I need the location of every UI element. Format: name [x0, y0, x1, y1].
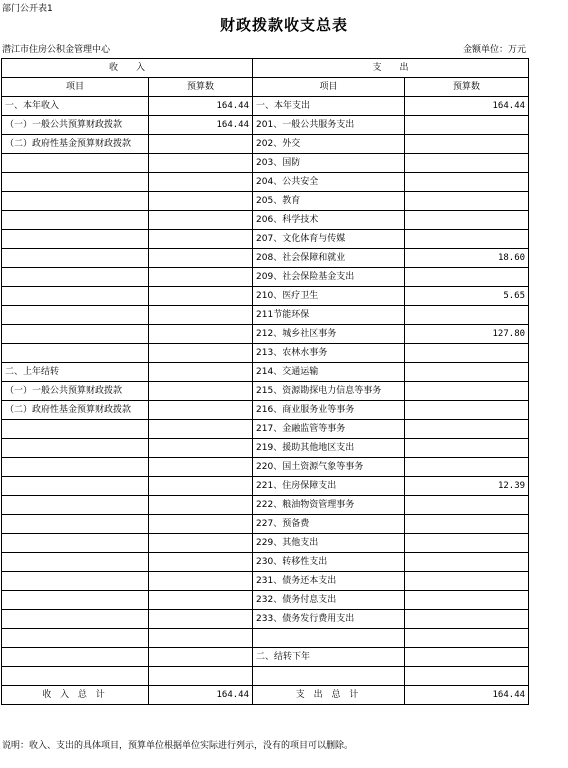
income-item-cell: 一、本年收入 [2, 97, 149, 116]
income-budget-cell [149, 629, 253, 648]
income-budget-cell [149, 268, 253, 287]
income-budget-cell [149, 363, 253, 382]
income-budget-cell [149, 534, 253, 553]
income-budget-cell [149, 306, 253, 325]
table-row [2, 97, 529, 116]
expense-item-cell: 233、债务发行费用支出 [253, 610, 405, 629]
expense-budget-cell [405, 401, 529, 420]
expense-item-cell [253, 667, 405, 686]
expense-item-cell: 215、资源勘探电力信息等事务 [253, 382, 405, 401]
expense-budget-cell [405, 211, 529, 230]
income-budget-cell [149, 458, 253, 477]
expense-budget-cell [405, 154, 529, 173]
expense-item-cell: 一、本年支出 [253, 97, 405, 116]
table-row [2, 173, 529, 192]
income-item-cell: （一）一般公共预算财政拨款 [2, 382, 149, 401]
table-row [2, 553, 529, 572]
income-budget-cell [149, 401, 253, 420]
table-row [2, 572, 529, 591]
expense-budget-cell [405, 306, 529, 325]
expense-header: 支 出 [253, 59, 529, 78]
expense-item-cell: 203、国防 [253, 154, 405, 173]
table-row [2, 306, 529, 325]
table-row [2, 534, 529, 553]
income-header: 收 入 [2, 59, 253, 78]
expense-item-cell: 二、结转下年 [253, 648, 405, 667]
income-budget-cell [149, 477, 253, 496]
table-row [2, 287, 529, 306]
footnote: 说明：收入、支出的具体项目，预算单位根据单位实际进行列示，没有的项目可以删除。 [2, 741, 354, 751]
income-budget-cell [149, 667, 253, 686]
expense-item-cell: 222、粮油物资管理事务 [253, 496, 405, 515]
expense-budget-cell [405, 173, 529, 192]
table-row [2, 667, 529, 686]
income-item-cell [2, 268, 149, 287]
income-budget-cell [149, 572, 253, 591]
expense-item-cell: 231、债务还本支出 [253, 572, 405, 591]
form-number: 部门公开表1 [2, 4, 53, 14]
total-income-label: 收 入 总 计 [2, 686, 149, 705]
amount-unit: 金额单位：万元 [462, 45, 526, 55]
table-row [2, 344, 529, 363]
income-budget-cell [149, 648, 253, 667]
expense-item-cell: 212、城乡社区事务 [253, 325, 405, 344]
income-budget-header: 预算数 [149, 78, 253, 97]
income-item-cell: （一）一般公共预算财政拨款 [2, 116, 149, 135]
total-expense-label: 支 出 总 计 [253, 686, 405, 705]
expense-budget-cell [405, 591, 529, 610]
income-budget-cell [149, 211, 253, 230]
expense-budget-cell [405, 610, 529, 629]
expense-budget-header: 预算数 [405, 78, 529, 97]
expense-item-header: 项目 [253, 78, 405, 97]
income-budget-cell [149, 154, 253, 173]
income-item-cell [2, 154, 149, 173]
table-row [2, 648, 529, 667]
income-budget-cell [149, 287, 253, 306]
expense-item-cell: 219、援助其他地区支出 [253, 439, 405, 458]
income-item-cell [2, 249, 149, 268]
income-budget-cell [149, 192, 253, 211]
income-budget-cell: 164.44 [149, 97, 253, 116]
expense-budget-cell [405, 534, 529, 553]
expense-budget-cell [405, 439, 529, 458]
expense-budget-cell [405, 458, 529, 477]
income-item-cell [2, 610, 149, 629]
income-budget-cell [149, 591, 253, 610]
income-item-cell [2, 192, 149, 211]
expense-budget-cell [405, 553, 529, 572]
income-item-cell [2, 591, 149, 610]
table-row [2, 610, 529, 629]
expense-item-cell: 230、转移性支出 [253, 553, 405, 572]
expense-budget-cell [405, 230, 529, 249]
income-budget-cell [149, 496, 253, 515]
expense-budget-cell [405, 116, 529, 135]
expense-budget-cell [405, 344, 529, 363]
table-row [2, 439, 529, 458]
income-item-cell: （二）政府性基金预算财政拨款 [2, 401, 149, 420]
expense-budget-cell [405, 135, 529, 154]
expense-item-cell: 213、农林水事务 [253, 344, 405, 363]
income-item-cell [2, 477, 149, 496]
expense-budget-cell [405, 667, 529, 686]
income-item-cell [2, 534, 149, 553]
income-item-cell [2, 553, 149, 572]
income-item-cell: 二、上年结转 [2, 363, 149, 382]
expense-budget-cell: 164.44 [405, 97, 529, 116]
expense-budget-cell [405, 515, 529, 534]
income-item-cell [2, 572, 149, 591]
income-budget-cell [149, 173, 253, 192]
table-row [2, 268, 529, 287]
expense-budget-cell [405, 648, 529, 667]
table-row [2, 230, 529, 249]
income-item-cell [2, 420, 149, 439]
table-row [2, 249, 529, 268]
expense-item-cell: 229、其他支出 [253, 534, 405, 553]
table-row [2, 192, 529, 211]
table-row [2, 401, 529, 420]
table-row [2, 211, 529, 230]
expense-item-cell [253, 629, 405, 648]
income-budget-cell [149, 515, 253, 534]
expense-item-cell: 209、社会保险基金支出 [253, 268, 405, 287]
income-item-cell [2, 667, 149, 686]
expense-budget-cell [405, 420, 529, 439]
income-item-cell [2, 458, 149, 477]
table-row [2, 458, 529, 477]
expense-item-cell: 221、住房保障支出 [253, 477, 405, 496]
expense-budget-cell: 127.80 [405, 325, 529, 344]
table-row [2, 116, 529, 135]
income-item-cell [2, 629, 149, 648]
income-budget-cell [149, 249, 253, 268]
expense-item-cell: 202、外交 [253, 135, 405, 154]
section-header-row [2, 59, 529, 78]
total-income-value: 164.44 [149, 686, 253, 705]
expense-budget-cell [405, 382, 529, 401]
income-budget-cell [149, 553, 253, 572]
income-budget-cell [149, 439, 253, 458]
table-row [2, 515, 529, 534]
income-item-cell [2, 515, 149, 534]
income-item-cell [2, 325, 149, 344]
expense-item-cell: 214、交通运输 [253, 363, 405, 382]
income-budget-cell [149, 135, 253, 154]
income-budget-cell [149, 610, 253, 629]
expense-item-cell: 204、公共安全 [253, 173, 405, 192]
expense-item-cell: 232、债务付息支出 [253, 591, 405, 610]
expense-item-cell: 201、一般公共服务支出 [253, 116, 405, 135]
expense-item-cell: 205、教育 [253, 192, 405, 211]
expense-item-cell: 217、金融监管等事务 [253, 420, 405, 439]
table-row [2, 363, 529, 382]
income-item-cell [2, 344, 149, 363]
total-expense-value: 164.44 [405, 686, 529, 705]
expense-budget-cell [405, 363, 529, 382]
expense-item-cell: 211节能环保 [253, 306, 405, 325]
table-row [2, 629, 529, 648]
total-row [2, 686, 529, 705]
expense-budget-cell [405, 192, 529, 211]
income-item-cell: （二）政府性基金预算财政拨款 [2, 135, 149, 154]
table-row [2, 154, 529, 173]
income-item-cell [2, 306, 149, 325]
expense-budget-cell [405, 629, 529, 648]
income-item-cell [2, 439, 149, 458]
expense-item-cell: 207、文化体育与传媒 [253, 230, 405, 249]
table-row [2, 135, 529, 154]
expense-item-cell: 208、社会保障和就业 [253, 249, 405, 268]
expense-budget-cell [405, 572, 529, 591]
table-row [2, 591, 529, 610]
expense-item-cell: 227、预备费 [253, 515, 405, 534]
income-budget-cell [149, 420, 253, 439]
expense-budget-cell: 5.65 [405, 287, 529, 306]
income-item-cell [2, 648, 149, 667]
income-budget-cell [149, 325, 253, 344]
income-item-cell [2, 211, 149, 230]
income-item-cell [2, 496, 149, 515]
expense-budget-cell: 18.60 [405, 249, 529, 268]
expense-item-cell: 220、国土资源气象等事务 [253, 458, 405, 477]
table-row [2, 325, 529, 344]
income-item-cell [2, 230, 149, 249]
expense-item-cell: 210、医疗卫生 [253, 287, 405, 306]
budget-table [1, 58, 529, 705]
income-budget-cell [149, 344, 253, 363]
expense-budget-cell [405, 268, 529, 287]
income-budget-cell: 164.44 [149, 116, 253, 135]
income-item-cell [2, 173, 149, 192]
income-budget-cell [149, 382, 253, 401]
expense-item-cell: 216、商业服务业等事务 [253, 401, 405, 420]
expense-item-cell: 206、科学技术 [253, 211, 405, 230]
expense-budget-cell: 12.39 [405, 477, 529, 496]
income-item-header: 项目 [2, 78, 149, 97]
table-row [2, 420, 529, 439]
income-budget-cell [149, 230, 253, 249]
table-row [2, 382, 529, 401]
table-row [2, 477, 529, 496]
table-row [2, 496, 529, 515]
column-header-row [2, 78, 529, 97]
expense-budget-cell [405, 496, 529, 515]
income-item-cell [2, 287, 149, 306]
organization-name: 潜江市住房公积金管理中心 [2, 45, 111, 55]
page-title: 财政拨款收支总表 [219, 16, 348, 34]
